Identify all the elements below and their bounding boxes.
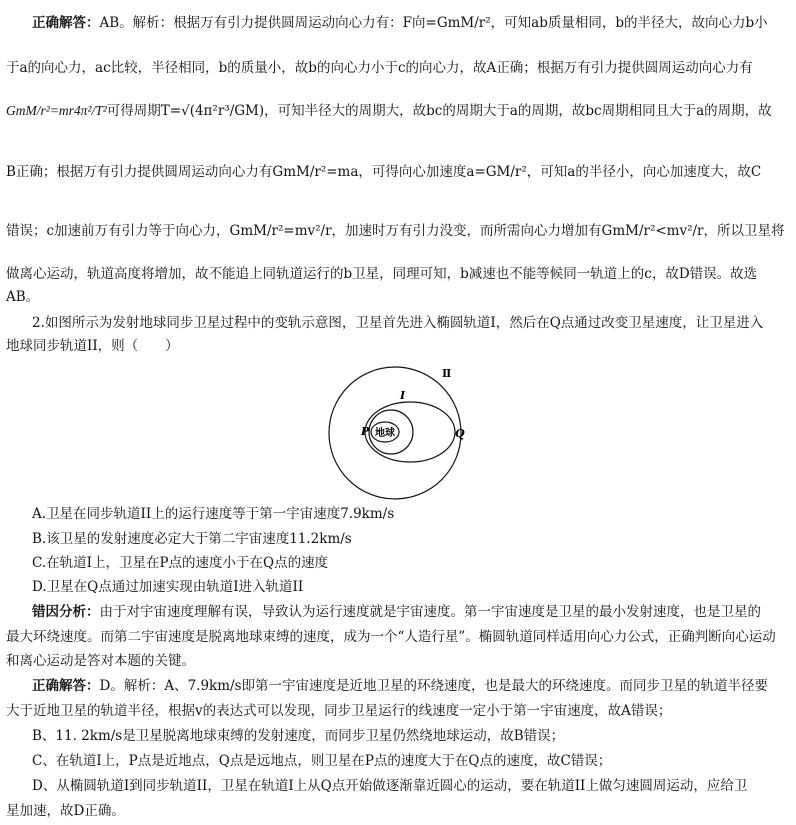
- orbit-ii-label: Ⅱ: [442, 367, 452, 380]
- period-formula: GmM/r²=mr4π²/T²: [6, 103, 107, 118]
- analysis-text-1: 由于对宇宙速度理解有误，导致认为运行速度就是宇宙速度。第一宇宙速度是卫星的最小发射速度，也是卫星的: [99, 604, 761, 620]
- answer2-text-1: D。解析：A、7.9km/s即第一宇宙速度是近地卫星的环绕速度，也是最大的环绕速度。而同步卫星的轨道半径要: [99, 678, 768, 694]
- answer2-heading: 正确解答：: [32, 678, 100, 694]
- answer1-line-7: AB。: [6, 289, 40, 305]
- option-c: C.在轨道I上，卫星在P点的速度小于在Q点的速度: [32, 555, 329, 571]
- answer2-line-4: C、在轨道I上，P点是近地点，Q点是远地点，则卫星在P点的速度大于在Q点的速度，故C错误；: [32, 753, 612, 769]
- answer1-line-1: [32, 14, 790, 32]
- analysis-line-3: 和离心运动是答对本题的关键。: [6, 653, 195, 669]
- point-p-label: P: [361, 425, 370, 438]
- analysis-line-1: [32, 603, 790, 621]
- answer2-line-3: B、11. 2km/s是卫星脱离地球束缚的发射速度，而同步卫星仍然绕地球运动，故B错误；: [32, 728, 565, 744]
- question2-stem-2: 地球同步轨道II，则（ ）: [6, 338, 179, 354]
- answer2-line-2: 大于近地卫星的轨道半径，根据v的表达式可以发现，同步卫星运行的线速度一定小于第一宇宙速度，故A错误；: [6, 703, 672, 719]
- earth-label: 地球: [375, 428, 395, 439]
- answer1-line-6: 做离心运动，轨道高度将增加，故不能追上同轨道运行的b卫星，同理可知，b减速也不能等候同一轨道上的c，故D错误。故选: [6, 266, 758, 282]
- answer1-line-4: B正确；根据万有引力提供圆周运动向心力有GmM/r²=ma，可得向心加速度a=GM/r²，可知a的半径小，向心加速度大，故C: [6, 164, 762, 180]
- answer1-text-1: AB。解析：根据万有引力提供圆周运动向心力有：F向=GmM/r²，可知ab质量相同，b的半径大，故向心力b小: [99, 15, 768, 31]
- orbit-ii-circle: [329, 367, 461, 499]
- answer1-line-3: [6, 102, 790, 120]
- answer1-heading: 正确解答：: [32, 15, 100, 31]
- answer1-text-3: 可得周期T=√(4π²r³/GM)，可知半径大的周期大，故bc的周期大于a的周期，故bc周期相同且大于a的周期，故: [106, 103, 772, 119]
- analysis-heading: 错因分析：: [32, 604, 100, 620]
- point-q-label: Q: [455, 427, 465, 440]
- answer2-line-5: D、从椭圆轨道I到同步轨道II，卫星在轨道I上从Q点开始做逐渐靠近圆心的运动，要在轨道II上做匀速圆周运动，应给卫: [32, 778, 748, 794]
- analysis-line-2: 最大环绕速度。而第二宇宙速度是脱离地球束缚的速度，成为一个“人造行星”。椭圆轨道同样适用向心力公式，正确判断向心运动: [6, 629, 776, 645]
- answer2-line-1: [32, 677, 790, 695]
- answer1-line-2: 于a的向心力，ac比较，半径相同，b的质量小，故b的向心力小于c的向心力，故A正确；根据万有引力提供圆周运动向心力有: [6, 60, 753, 76]
- question2-stem-1: 2.如图所示为发射地球同步卫星过程中的变轨示意图，卫星首先进入椭圆轨道I，然后在Q点通过改变卫星速度，让卫星进入: [32, 315, 764, 331]
- answer2-line-6: 星加速，故D正确。: [6, 803, 125, 819]
- option-b: B.该卫星的发射速度必定大于第二宇宙速度11.2km/s: [32, 531, 352, 547]
- option-d: D.卫星在Q点通过加速实现由轨道I进入轨道II: [32, 579, 304, 595]
- orbit-diagram: [325, 363, 475, 503]
- orbit-i-label: I: [400, 389, 406, 402]
- answer1-line-5: 错误；c加速前万有引力等于向心力，GmM/r²=mv²/r，加速时万有引力没变，而所需向心力增加有GmM/r²<mv²/r，所以卫星将: [6, 223, 785, 239]
- option-a: A.卫星在同步轨道II上的运行速度等于第一宇宙速度7.9km/s: [32, 506, 395, 522]
